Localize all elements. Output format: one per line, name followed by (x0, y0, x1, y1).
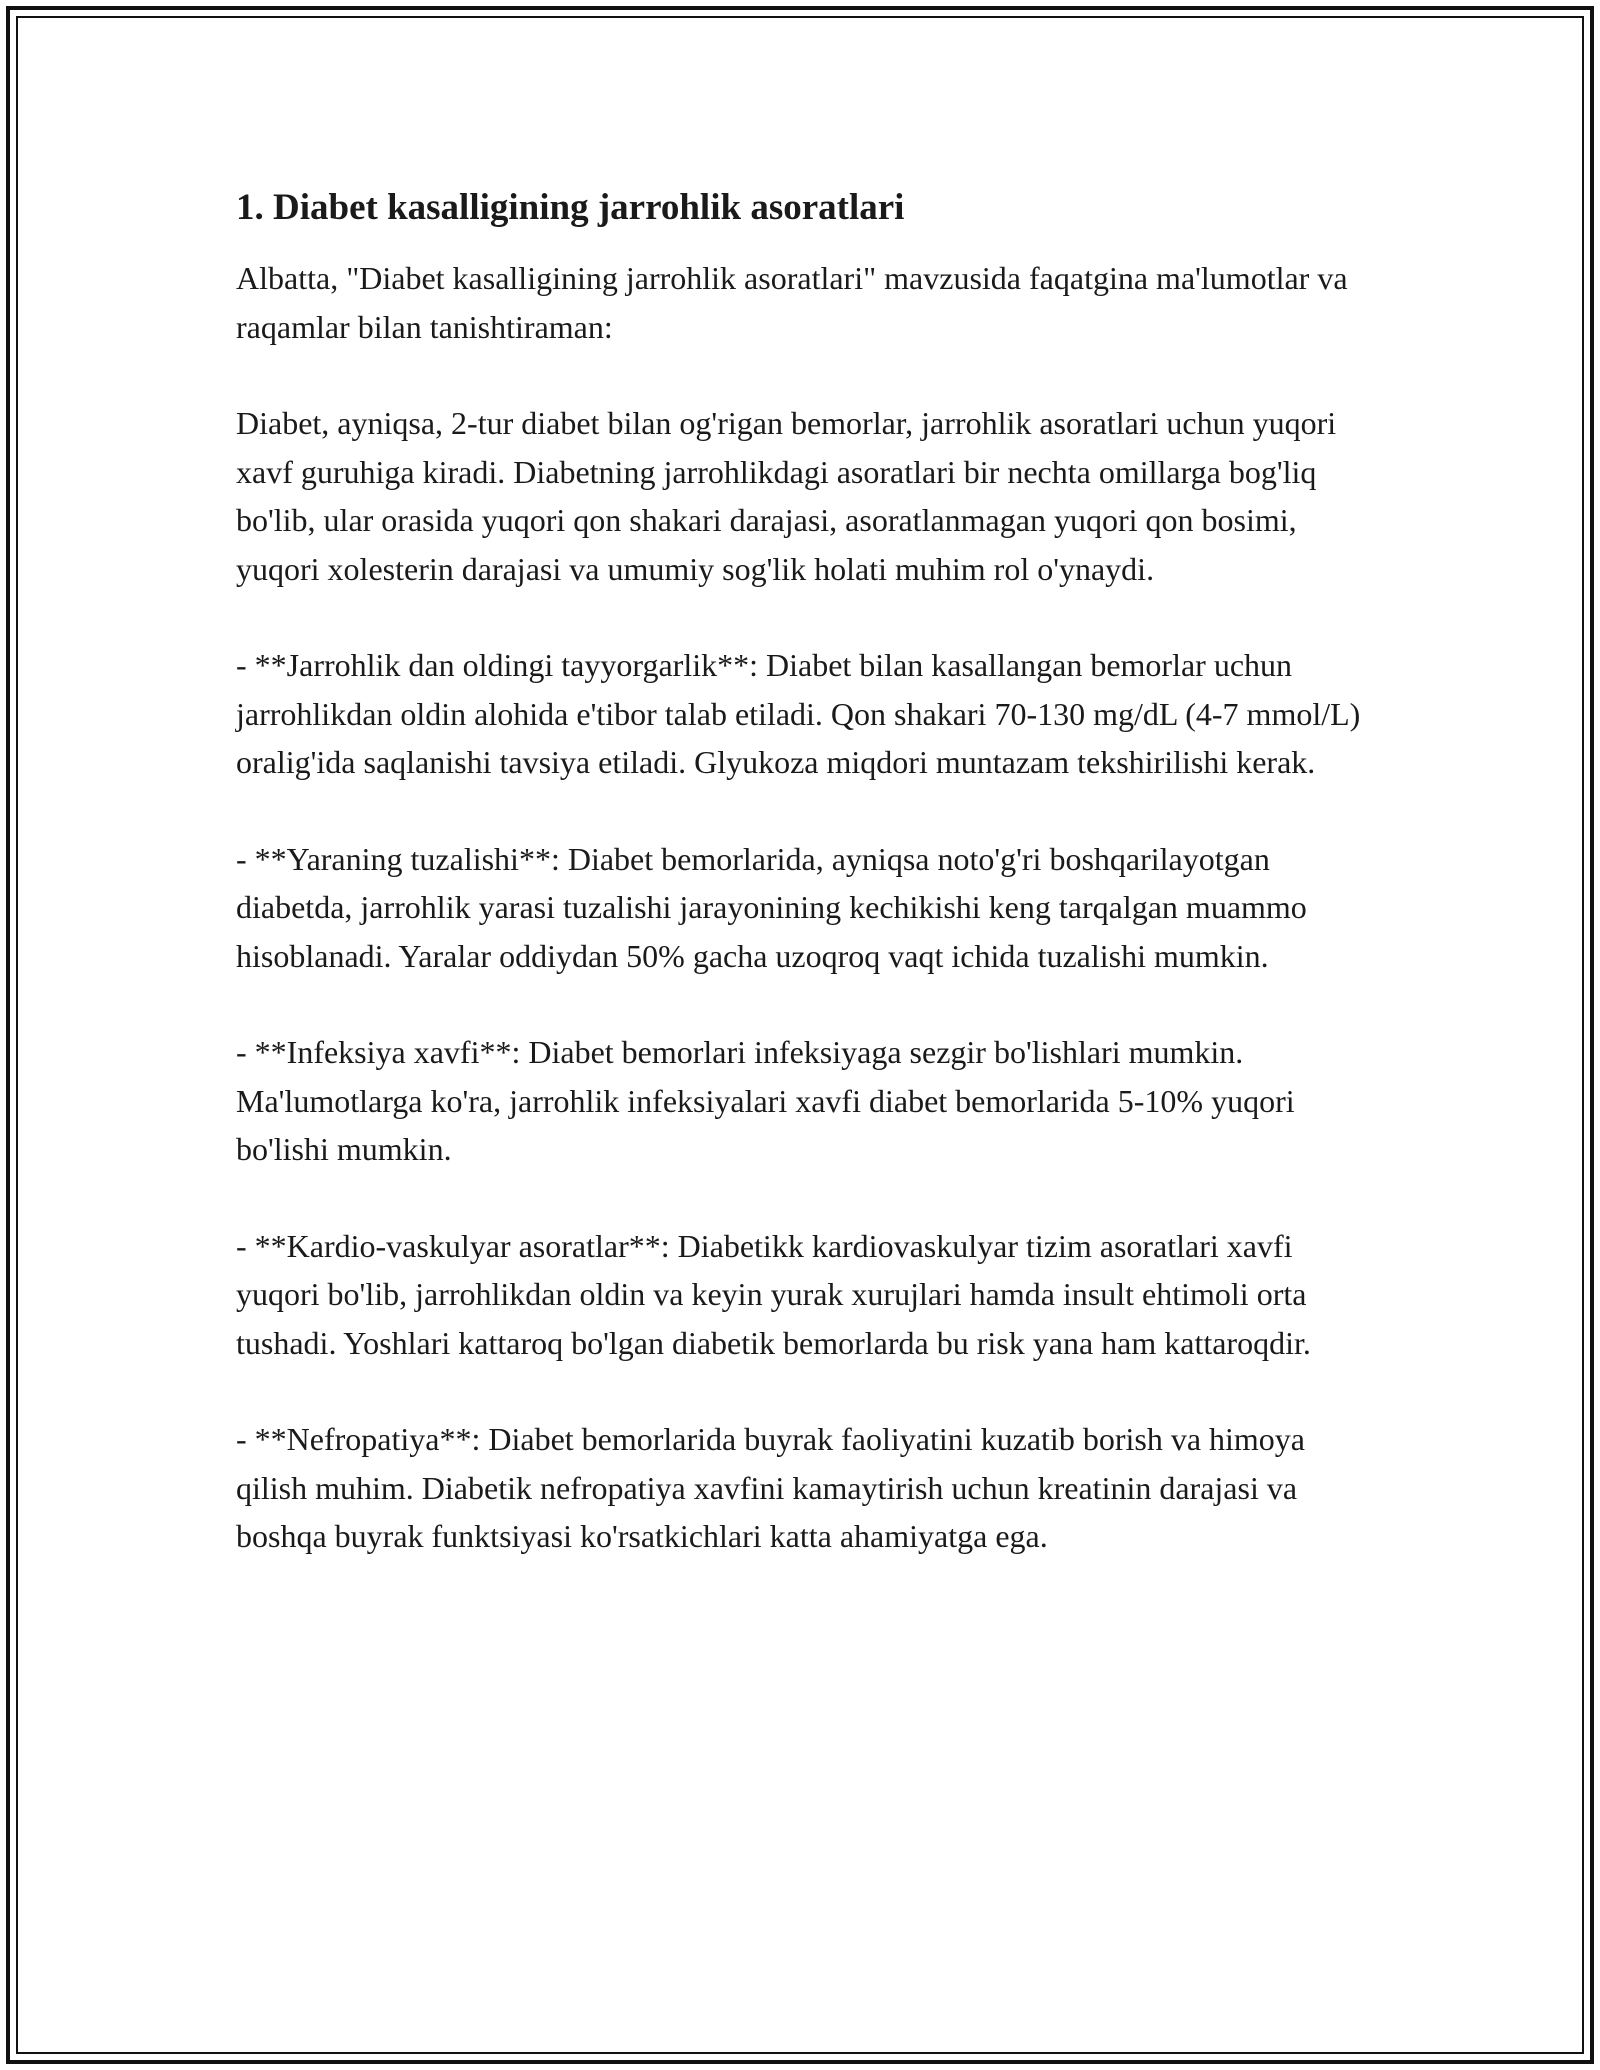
intro-paragraph: Albatta, "Diabet kasalligining jarrohlik asoratlari" mavzusida faqatgina ma'lumotlar va raqamlar bilan tanishtiraman: (236, 260, 1348, 345)
nephropathy-paragraph: - **Nefropatiya**: Diabet bemorlarida buyrak faoliyatini kuzatib borish va himoya qilish muhim. Diabetik nefropatiya xavfini kamaytirish uchun kreatinin darajasi va boshqa buyrak funktsiyasi ko'rsatkichlari katta ahamiyatga ega. (236, 1421, 1305, 1554)
document-body (236, 184, 1376, 1609)
preoperative-preparation-paragraph: - **Jarrohlik dan oldingi tayyorgarlik**: Diabet bilan kasallangan bemorlar uchun jarrohlikdan oldin alohida e'tibor talab etiladi. Qon shakari 70-130 mg/dL (4-7 mmol/L) oralig'ida saqlanishi tavsiya etiladi. Glyukoza miqdori muntazam tekshirilishi kerak. (236, 647, 1361, 780)
infection-risk-paragraph: - **Infeksiya xavfi**: Diabet bemorlari infeksiyaga sezgir bo'lishlari mumkin. Ma'lumotlarga ko'ra, jarrohlik infeksiyalari xavfi diabet bemorlarida 5-10% yuqori bo'lishi mumkin. (236, 1034, 1295, 1167)
cardiovascular-paragraph: - **Kardio-vaskulyar asoratlar**: Diabetikk kardiovaskulyar tizim asoratlari xavfi yuqori bo'lib, jarrohlikdan oldin va keyin yurak xurujlari hamda insult ehtimoli orta tushadi. Yoshlari kattaroq bo'lgan diabetik bemorlarda bu risk yana ham kattaroqdir. (236, 1227, 1311, 1361)
overview-paragraph: Diabet, ayniqsa, 2-tur diabet bilan og'rigan bemorlar, jarrohlik asoratlari uchun yuqori xavf guruhiga kiradi. Diabetning jarrohlikdagi asoratlari bir nechta omillarga bog'liq bo'lib, ular orasida yuqori qon shakari darajasi, asoratlanmagan yuqori qon bosimi, yuqori xolesterin darajasi va umumiy sog'lik holati muhim rol o'ynaydi. (236, 405, 1337, 587)
wound-healing-paragraph: - **Yaraning tuzalishi**: Diabet bemorlarida, ayniqsa noto'g'ri boshqarilayotgan diabetda, jarrohlik yarasi tuzalishi jarayonining kechikishi keng tarqalgan muammo hisoblanadi. Yaralar oddiydan 50% gacha uzoqroq vaqt ichida tuzalishi mumkin. (236, 840, 1307, 974)
document-title: 1. Diabet kasalligining jarrohlik asoratlari (236, 187, 905, 228)
